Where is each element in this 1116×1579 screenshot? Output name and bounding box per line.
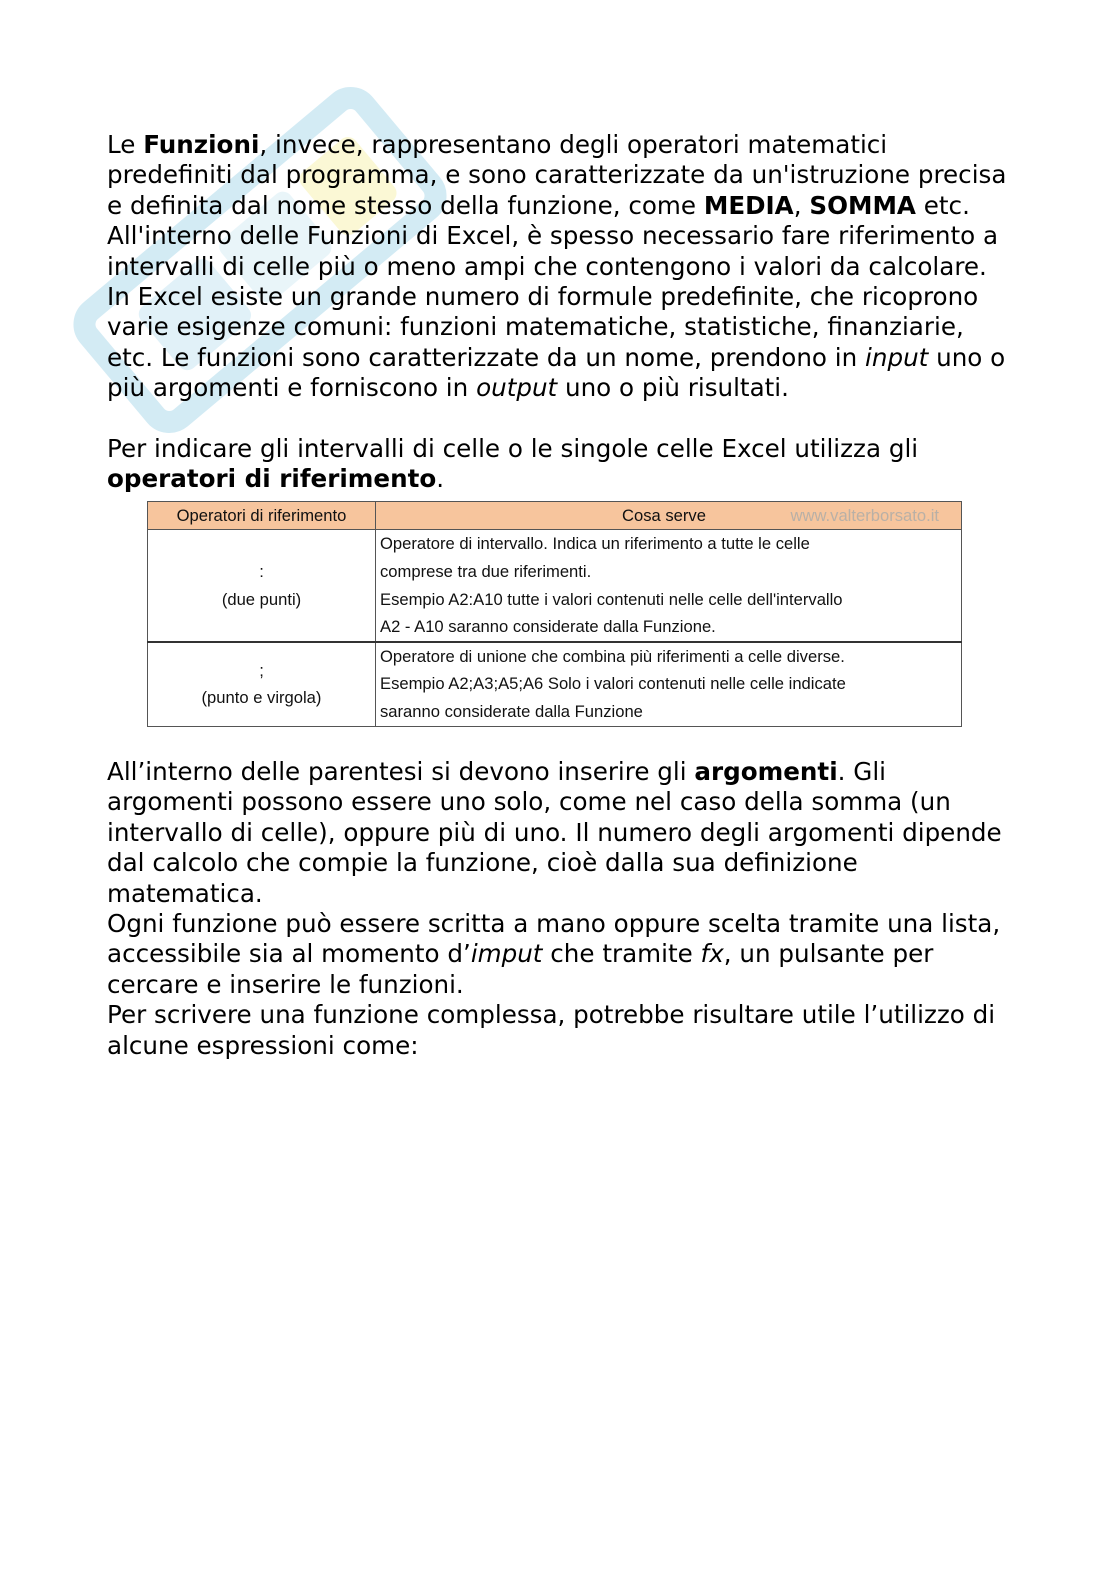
header-cosa-serve bbox=[376, 501, 962, 530]
text: etc. All'interno delle Funzioni di Excel, è spesso necessario fare riferimento a intervalli di celle più o meno ampi che contengono i valori da calcolare. In Excel esiste un grande numero di formule predefinite, che ricoprono varie esigenze comuni: funzioni matematiche, statistiche, finanziarie, etc. Le funzioni sono caratterizzate da un nome, prendono in bbox=[107, 190, 999, 372]
text: . bbox=[436, 464, 445, 494]
header-operatori: Operatori di riferimento bbox=[148, 501, 376, 530]
paragraph-argomenti bbox=[107, 757, 1007, 909]
description-line: Esempio A2;A3;A5;A6 Solo i valori contenuti nelle celle indicate bbox=[380, 674, 846, 694]
description-line: Esempio A2:A10 tutte i valori contenuti nelle celle dell'intervallo bbox=[380, 589, 843, 609]
italic-term: imput bbox=[470, 939, 543, 969]
reference-operators-table-image bbox=[147, 501, 962, 727]
operator-cell bbox=[148, 642, 376, 726]
operator-symbol: : bbox=[259, 562, 264, 582]
table-header-row bbox=[148, 501, 962, 530]
text: , un pulsante per cercare e inserire le funzioni. bbox=[107, 939, 934, 999]
text: All’interno delle parentesi si devono inserire gli bbox=[107, 757, 695, 786]
table-row bbox=[148, 530, 962, 642]
description-line: comprese tra due riferimenti. bbox=[380, 562, 592, 582]
text: Ogni funzione può essere scritta a mano oppure scelta tramite una lista, accessibile sia al momento d’ bbox=[107, 909, 1001, 969]
description-line: A2 - A10 saranno considerate dalla Funzione. bbox=[380, 617, 716, 637]
bold-term: operatori di riferimento bbox=[107, 464, 437, 494]
paragraph-operatori bbox=[107, 434, 1007, 495]
operator-cell bbox=[148, 530, 376, 642]
description-line: saranno considerate dalla Funzione bbox=[380, 702, 643, 722]
italic-term: fx bbox=[700, 939, 724, 969]
text: Per indicare gli intervalli di celle o le singole celle Excel utilizza gli bbox=[107, 434, 919, 464]
paragraph-funzioni bbox=[107, 130, 1007, 404]
header-cosa-serve-label: Cosa serve bbox=[622, 505, 706, 525]
text: Per scrivere una funzione complessa, potrebbe risultare utile l’utilizzo di alcune espressioni come: bbox=[107, 1000, 996, 1060]
bold-term: argomenti bbox=[694, 757, 838, 786]
bold-term: SOMMA bbox=[809, 190, 916, 220]
text: uno o più risultati. bbox=[557, 373, 789, 403]
text: Le bbox=[107, 130, 144, 159]
text: uno o più argomenti e forniscono in bbox=[107, 342, 1006, 403]
document-body bbox=[107, 130, 1007, 1061]
header-site-watermark: www.valterborsato.it bbox=[790, 505, 939, 525]
text: , bbox=[793, 190, 810, 220]
description-cell bbox=[376, 642, 962, 726]
bold-term: Funzioni bbox=[143, 130, 260, 159]
italic-term: input bbox=[865, 342, 929, 372]
text: che tramite bbox=[542, 939, 701, 969]
paragraph-scrittura bbox=[107, 909, 1007, 1000]
reference-operators-table bbox=[147, 501, 962, 727]
operator-symbol: ; bbox=[259, 660, 264, 680]
text: , invece, rappresentano degli operatori matematici predefiniti dal programma, e sono caratterizzate da un'istruzione precisa e definita dal nome stesso della funzione, come bbox=[107, 130, 1007, 220]
bold-term: MEDIA bbox=[703, 190, 794, 220]
text: . Gli argomenti possono essere uno solo, come nel caso della somma (un intervallo di celle), oppure più di uno. Il numero degli argomenti dipende dal calcolo che compie la funzione, cioè dalla sua definizione matematica. bbox=[107, 757, 1002, 908]
description-line: Operatore di unione che combina più riferimenti a celle diverse. bbox=[380, 646, 845, 666]
operator-name: (punto e virgola) bbox=[201, 688, 322, 708]
description-line: Operatore di intervallo. Indica un riferimento a tutte le celle bbox=[380, 534, 810, 554]
italic-term: output bbox=[476, 373, 558, 403]
description-cell bbox=[376, 530, 962, 642]
paragraph-espressioni bbox=[107, 1000, 1007, 1061]
operator-name: (due punti) bbox=[221, 589, 302, 609]
table-row bbox=[148, 642, 962, 726]
